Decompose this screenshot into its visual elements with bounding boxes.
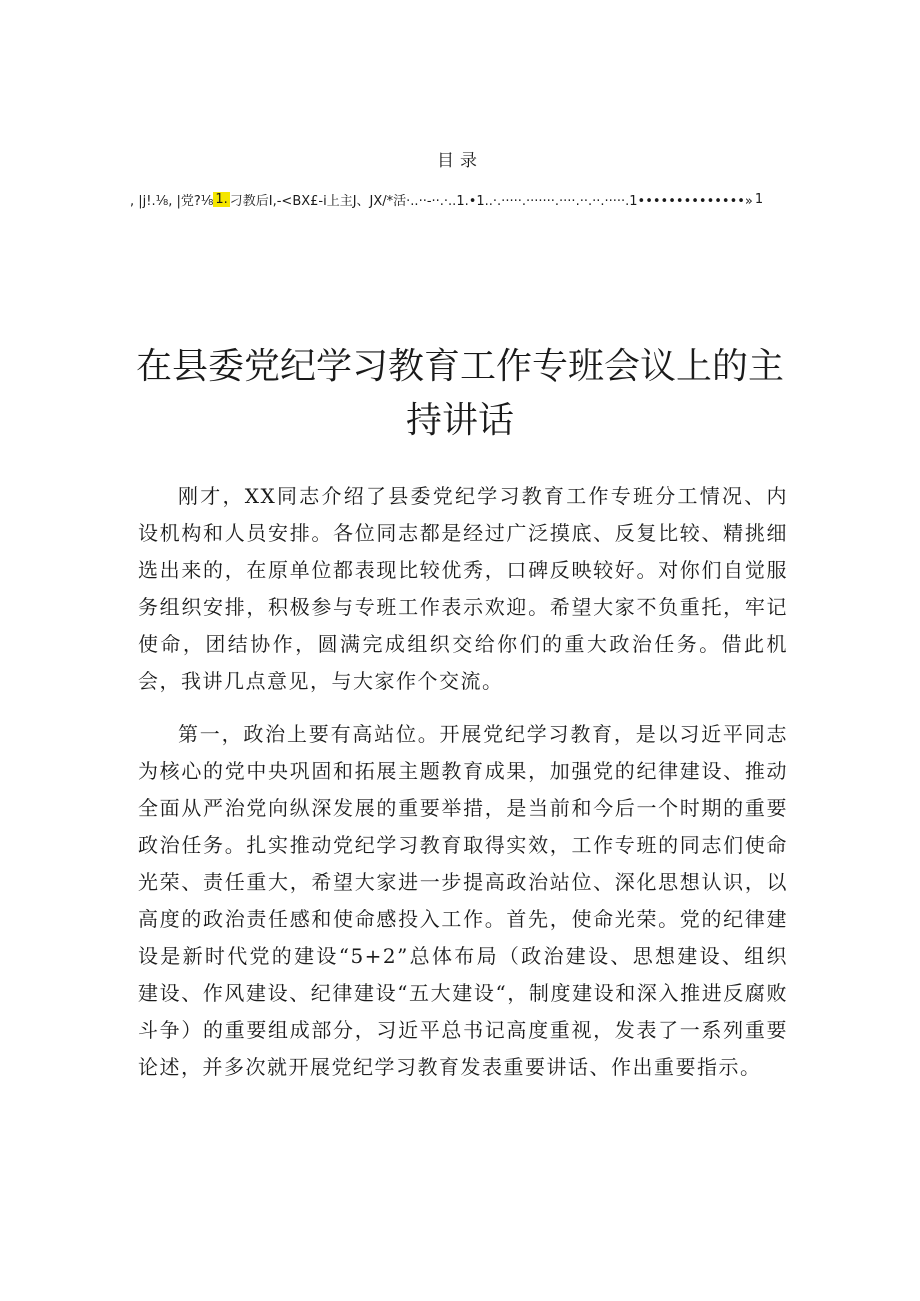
paragraph-first-point: 第一，政治上要有高站位。开展党纪学习教育，是以习近平同志为核心的党中央巩固和拓展主题教育成果，加强党的纪律建设、推动全面从严治党向纵深发展的重要举措，是当前和今后一个时期的重要政治任务。扎实推动党纪学习教育取得实效，工作专班的同志们使命光荣、责任重大，希望大家进一步提高政治站位、深化思想认识，以高度的政治责任感和使命感投入工作。首先，使命光荣。党的纪律建设是新时代党的建设“5+2”总体布局（政治建设、思想建设、组织建设、作风建设、纪律建设“五大建设“，制度建设和深入推进反腐败斗争）的重要组成部分，习近平总书记高度重视，发表了一系列重要论述，并多次就开展党纪学习教育发表重要讲话、作出重要指示。: [138, 722, 788, 1079]
toc-heading: 目录: [437, 151, 483, 171]
toc-entry[interactable]: [130, 190, 790, 209]
document-body: [138, 478, 788, 1102]
toc-entry-page-number: 1: [754, 192, 764, 207]
toc-entry-text: 刁教后I,-<BX£-i上主J、JX/*活·..··-··.·..1.•1..·.·····.·······.····.··.··.·····.1••••••••••••••»: [229, 194, 753, 209]
toc-entry-prefix: , |j!.⅛, |党?⅛: [130, 194, 214, 209]
toc-entry-number: 1.: [215, 192, 228, 207]
document-title: 在县委党纪学习教育工作专班会议上的主持讲话: [135, 346, 784, 441]
paragraph-intro: 刚才，XX同志介绍了县委党纪学习教育工作专班分工情况、内设机构和人员安排。各位同志都是经过广泛摸底、反复比较、精挑细选出来的，在原单位都表现比较优秀，口碑反映较好。对你们自觉服务组织安排，积极参与专班工作表示欢迎。希望大家不负重托，牢记使命，团结协作，圆满完成组织交给你们的重大政治任务。借此机会，我讲几点意见，与大家作个交流。: [138, 484, 788, 693]
